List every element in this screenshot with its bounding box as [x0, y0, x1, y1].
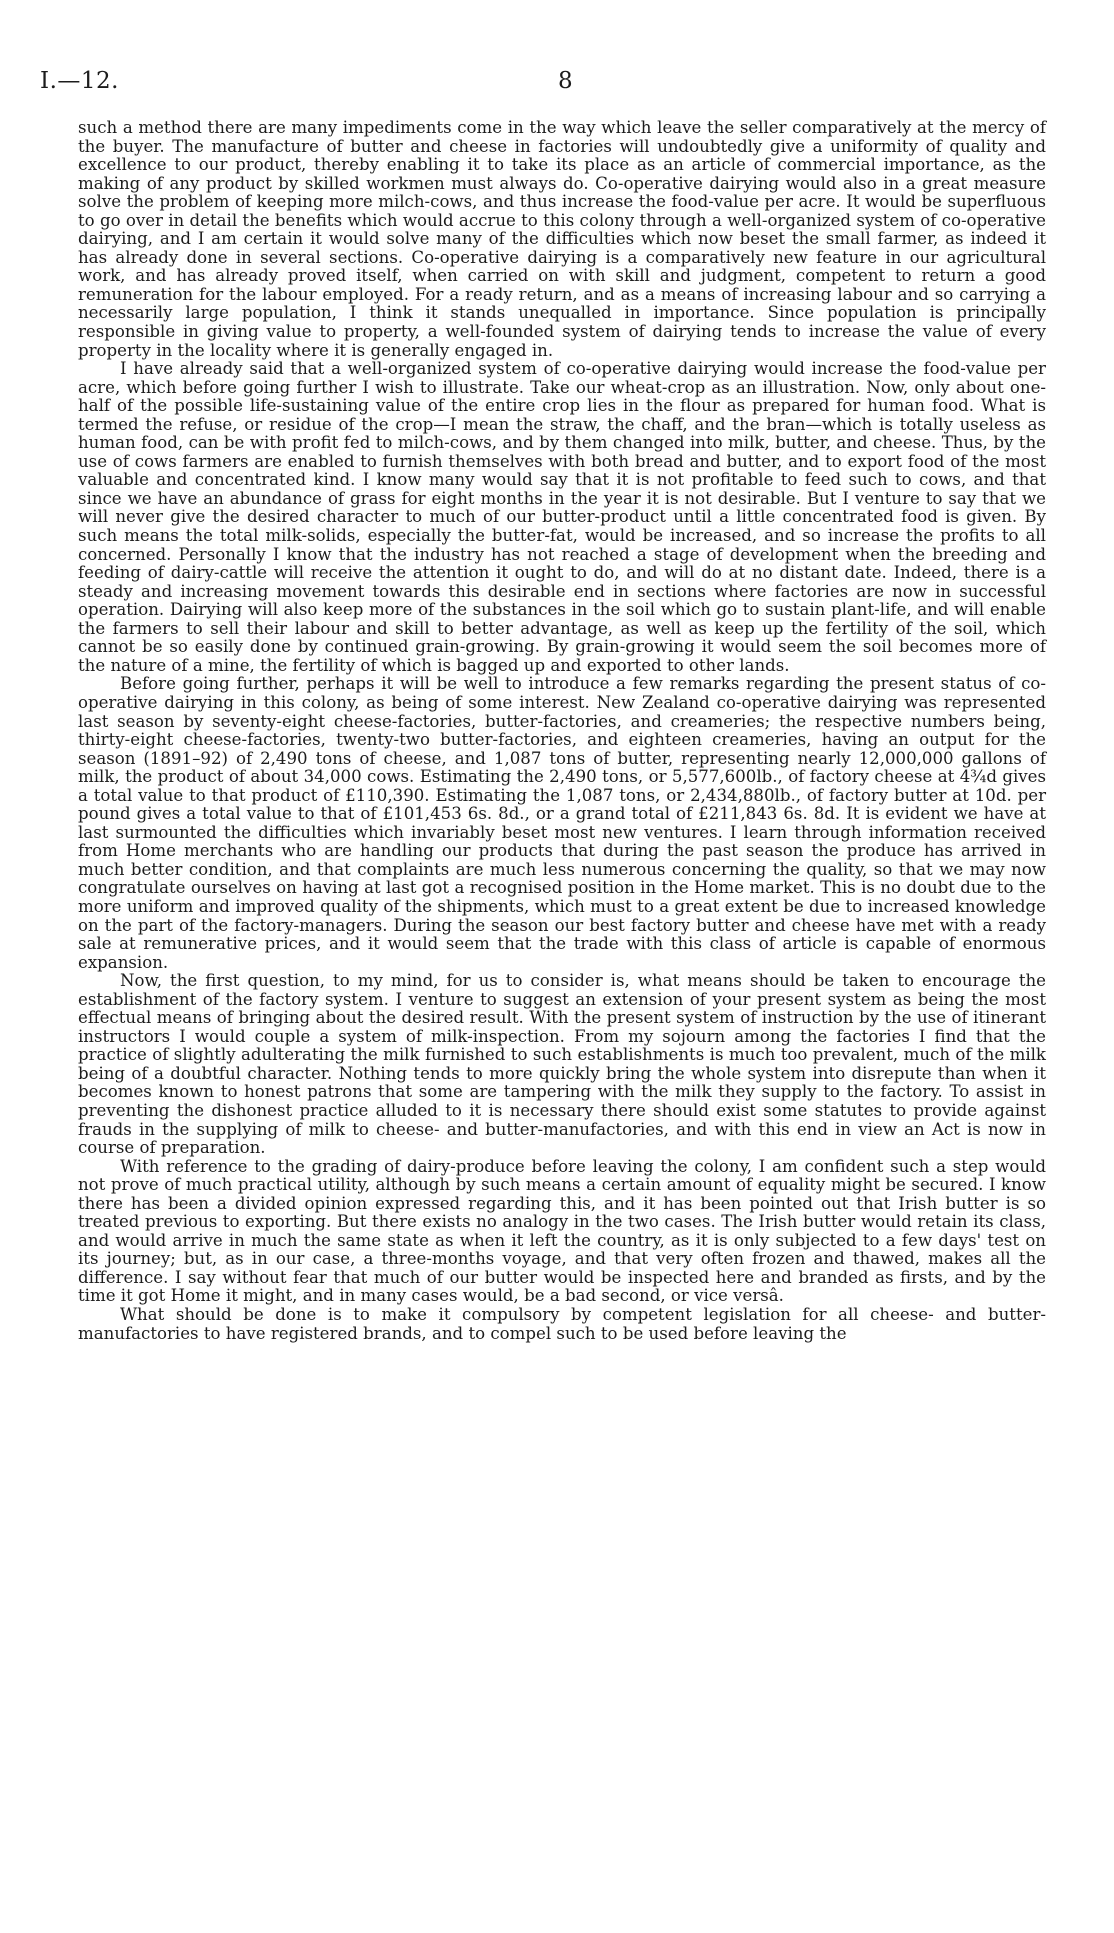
document-reference: I.—12. [40, 68, 119, 94]
paragraph-continuation: such a method there are many impediments come in the way which leave the seller comparatively at the mercy of the buyer. The manufacture of butter and cheese in factories will undoubtedly give a uniformity of quality and excellence to our product, thereby enabling it to take its place as an article of commercial importance, as the making of any product by skilled workmen must always do. Co-operative dairying would also in a great measure solve the problem of keeping more milch-cows, and thus increase the food-value per acre. It would be superfluous to go over in detail the benefits which would accrue to this colony through a well-organized system of co-operative dairying, and I am certain it would solve many of the difficulties which now beset the small farmer, as indeed it has already done in several sections. Co-operative dairying is a comparatively new feature in our agricultural work, and has already proved itself, when carried on with skill and judgment, competent to return a good remuneration for the labour employed. For a ready return, and as a means of increasing labour and so carrying a necessarily large population, I think it stands unequalled in importance. Since population is principally responsible in giving value to property, a well-founded system of dairying tends to increase the value of every property in the locality where it is generally engaged in. [78, 118, 1046, 360]
page-number: 8 [558, 68, 573, 94]
body-text [78, 119, 1046, 1343]
paragraph-registered-brands: What should be done is to make it compulsory by competent legislation for all cheese- and butter-manufactories to have registered brands, and to compel such to be used before leaving the [78, 1305, 1046, 1343]
paragraph-present-status: Before going further, perhaps it will be well to introduce a few remarks regarding the present status of co-operative dairying in this colony, as being of some interest. New Zealand co-operative dairying was represented last season by seventy-eight cheese-factories, butter-factories, and creameries; the respective numbers being, thirty-eight cheese-factories, twenty-two butter-factories, and eighteen creameries, having an output for the season (1891–92) of 2,490 tons of cheese, and 1,087 tons of butter, representing nearly 12,000,000 gallons of milk, the product of about 34,000 cows. Estimating the 2,490 tons, or 5,577,600lb., of factory cheese at 4¾d gives a total value to that product of £110,390. Estimating the 1,087 tons, or 2,434,880lb., of factory butter at 10d. per pound gives a total value to that of £101,453 6s. 8d., or a grand total of £211,843 6s. 8d. It is evident we have at last surmounted the difficulties which invariably beset most new ventures. I learn through information received from Home merchants who are handling our products that during the past season the produce has arrived in much better condition, and that complaints are much less numerous concerning the quality, so that we may now congratulate ourselves on having at last got a recognised position in the Home market. This is no doubt due to the more uniform and improved quality of the shipments, which must to a great extent be due to increased knowledge on the part of the factory-managers. During the season our best factory butter and cheese have met with a ready sale at remunerative prices, and it would seem that the trade with this class of article is capable of enormous expansion. [78, 674, 1046, 972]
page-header [40, 68, 1054, 104]
paragraph-grading: With reference to the grading of dairy-produce before leaving the colony, I am confident such a step would not prove of much practical utility, although by such means a certain amount of equality might be secured. I know there has been a divided opinion expressed regarding this, and it has been pointed out that Irish butter is so treated previous to exporting. But there exists no analogy in the two cases. The Irish butter would retain its class, and would arrive in much the same state as when it left the country, as it is only subjected to a few days' test on its journey; but, as in our case, a three-months voyage, and that very often frozen and thawed, makes all the difference. I say without fear that much of our butter would be inspected here and branded as firsts, and by the time it got Home it might, and in many cases would, be a bad second, or vice versâ. [78, 1156, 1046, 1306]
paragraph-factory-system: Now, the first question, to my mind, for us to consider is, what means should be taken to encourage the establishment of the factory system. I venture to suggest an extension of your present system as being the most effectual means of bringing about the desired result. With the present system of instruction by the use of itinerant instructors I would couple a system of milk-inspection. From my sojourn among the factories I find that the practice of slightly adulterating the milk furnished to such establishments is much too prevalent, much of the milk being of a doubtful character. Nothing tends to more quickly bring the whole system into disrepute than when it becomes known to honest patrons that some are tampering with the milk they supply to the factory. To assist in preventing the dishonest practice alluded to it is necessary there should exist some statutes to provide against frauds in the supplying of milk to cheese- and butter-manufactories, and with this end in view an Act is now in course of preparation. [78, 971, 1046, 1158]
paragraph-food-value: I have already said that a well-organized system of co-operative dairying would increase the food-value per acre, which before going further I wish to illustrate. Take our wheat-crop as an illustration. Now, only about one-half of the possible life-sustaining value of the entire crop lies in the flour as prepared for human food. What is termed the refuse, or residue of the crop—I mean the straw, the chaff, and the bran—which is totally useless as human food, can be with profit fed to milch-cows, and by them changed into milk, butter, and cheese. Thus, by the use of cows farmers are enabled to furnish themselves with both bread and butter, and to export food of the most valuable and concentrated kind. I know many would say that it is not profitable to feed such to cows, and that since we have an abundance of grass for eight months in the year it is not desirable. But I venture to say that we will never give the desired character to much of our butter-product until a little concentrated food is given. By such means the total milk-solids, especially the butter-fat, would be increased, and so increase the profits to all concerned. Personally I know that the industry has not reached a stage of development when the breeding and feeding of dairy-cattle will receive the attention it ought to do, and will do at no distant date. Indeed, there is a steady and increasing movement towards this desirable end in sections where factories are now in successful operation. Dairying will also keep more of the substances in the soil which go to sustain plant-life, and will enable the farmers to sell their labour and skill to better advantage, as well as keep up the fertility of the soil, which cannot be so easily done by continued grain-growing. By grain-growing it would seem the soil becomes more of the nature of a mine, the fertility of which is bagged up and exported to other lands. [78, 359, 1046, 675]
